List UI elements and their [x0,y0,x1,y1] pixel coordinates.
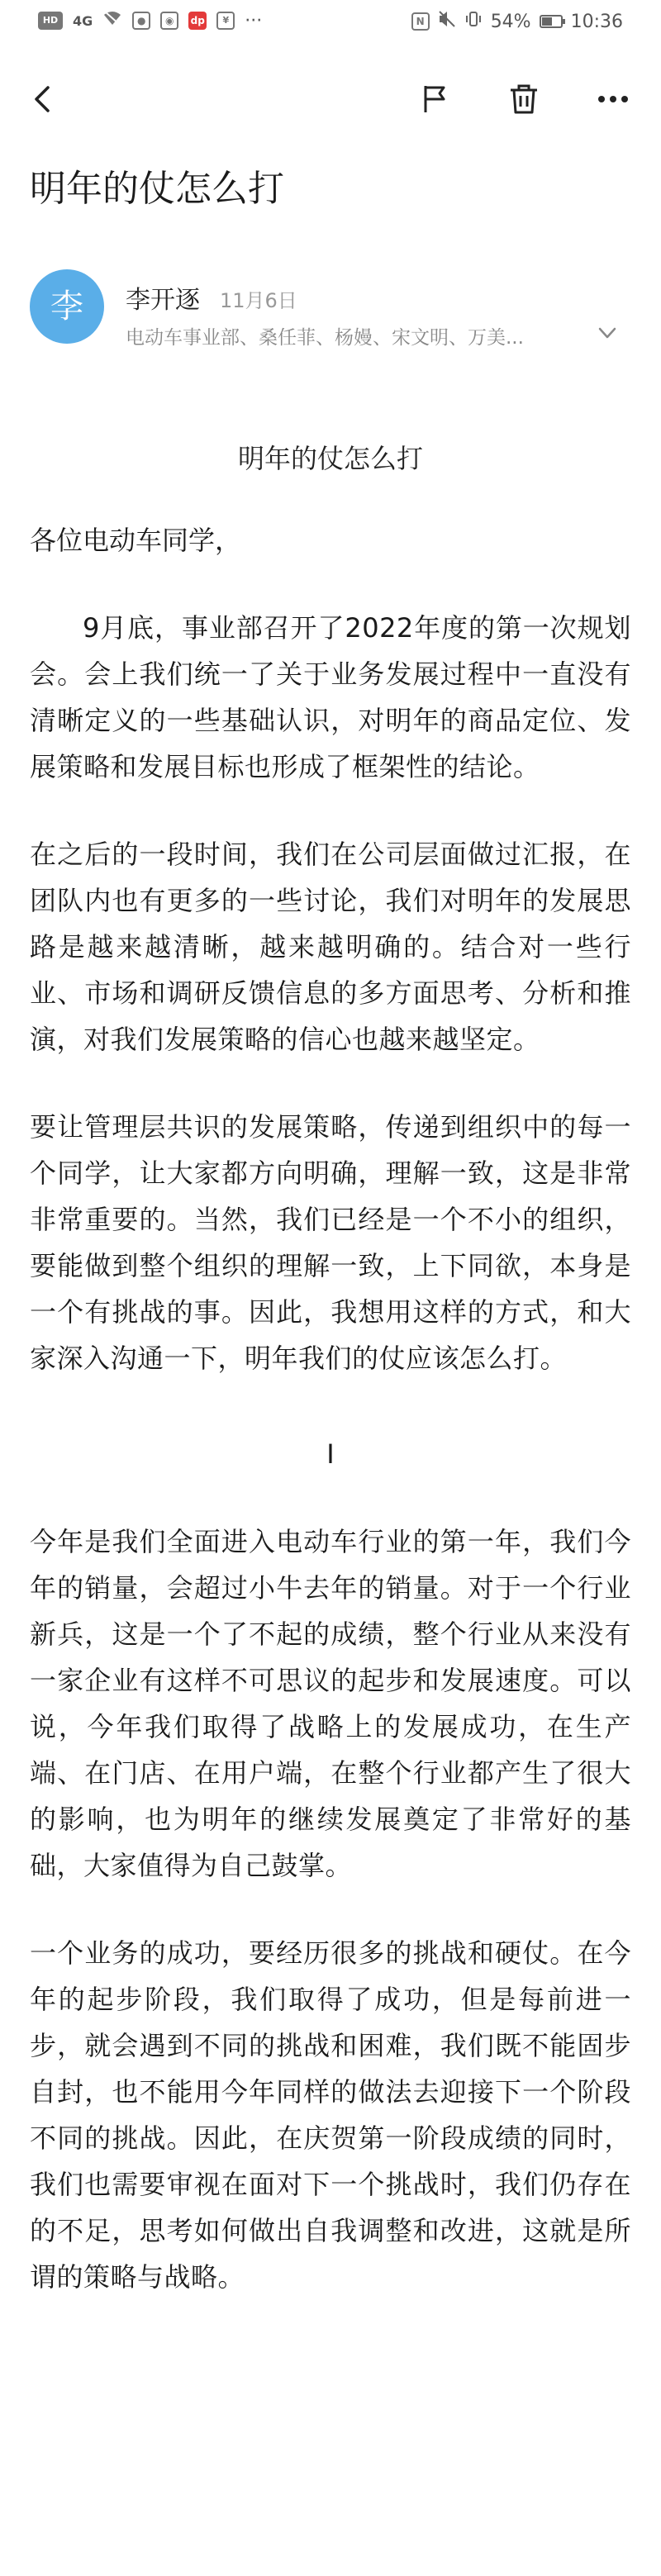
status-left-icons [38,10,262,31]
battery-percentage: 54% [490,11,531,32]
battery-icon [540,15,563,28]
status-right-icons [411,10,623,33]
app-notification-icon: ● [132,12,150,30]
more-horizontal-icon [597,94,630,104]
trash-icon [507,83,540,116]
mail-subject: 明年的仗怎么打 [30,168,284,210]
nfc-icon: N [411,12,430,31]
back-button[interactable] [20,76,66,122]
sender-name[interactable]: 李开逐 [126,286,200,315]
mail-toolbar [0,66,661,132]
flag-icon [418,83,451,116]
wifi-off-icon [102,10,122,31]
hd-signal-icon: HD [38,12,63,30]
status-bar [0,0,661,46]
mute-icon [438,10,456,33]
body-title: 明年的仗怎么打 [237,443,423,474]
chevron-left-icon [28,84,58,114]
clock: 10:36 [570,11,623,32]
body-paragraph: 9月底，事业部召开了2022年度的第一次规划会。会上我们统一了关于业务发展过程中一直没有清晰定义的一些基础认识，对明年的商品定位、发展策略和发展目标也形成了框架性的结论。 [30,612,631,782]
taobao-icon: ¥ [216,12,235,30]
more-button[interactable] [590,76,636,122]
more-notifications: ··· [245,10,263,31]
body-paragraph: 今年是我们全面进入电动车行业的第一年，我们今年的销量，会超过小牛去年的销量。对于一个行业新兵，这是一个了不起的成绩，整个行业从来没有一家企业有这样不可思议的起步和发展速度。可以说，今年我们取得了战略上的发展成功，在生产端、在门店、在用户端，在整个行业都产生了很大的影响，也为明年的继续发展奠定了非常好的基础，大家值得为自己鼓掌。 [30,1526,631,1881]
salutation: 各位电动车同学， [30,525,242,556]
mail-date: 11月6日 [220,289,297,312]
flag-button[interactable] [411,76,458,122]
delete-button[interactable] [501,76,547,122]
body-paragraph: 一个业务的成功，要经历很多的挑战和硬仗。在今年的起步阶段，我们取得了成功，但是每前进一步，就会遇到不同的挑战和困难，我们既不能固步自封，也不能用今年同样的做法去迎接下一个阶段不同的挑战。因此，在庆贺第一阶段成绩的同时，我们也需要审视在面对下一个挑战时，我们仍存在的不足，思考如何做出自我调整和改进，这就是所谓的策略与战略。 [30,1937,631,2293]
location-icon: ◉ [160,12,178,30]
dp-app-icon: dp [188,12,207,30]
body-paragraph: 在之后的一段时间，我们在公司层面做过汇报，在团队内也有更多的一些讨论，我们对明年的发展思路是越来越清晰，越来越明确的。结合对一些行业、市场和调研反馈信息的多方面思考、分析和推演，对我们发展策略的信心也越来越坚定。 [30,839,631,1055]
section-marker: I [326,1438,335,1470]
chevron-down-icon [595,321,620,345]
mail-body [30,517,631,2300]
sender-avatar[interactable]: 李 [30,269,104,344]
network-type: 4G [73,12,93,29]
recipients-list[interactable]: 电动车事业部、桑任菲、杨嫚、宋文明、万美... [126,327,524,349]
body-paragraph: 要让管理层共识的发展策略，传递到组织中的每一个同学，让大家都方向明确，理解一致，这是非常非常重要的。当然，我们已经是一个不小的组织，要能做到整个组织的理解一致，上下同欲，本身是一个有挑战的事。因此，我想用这样的方式，和大家深入沟通一下，明年我们的仗应该怎么打。 [30,1111,631,1374]
expand-recipients-button[interactable] [595,321,625,350]
vibrate-icon [464,10,483,33]
